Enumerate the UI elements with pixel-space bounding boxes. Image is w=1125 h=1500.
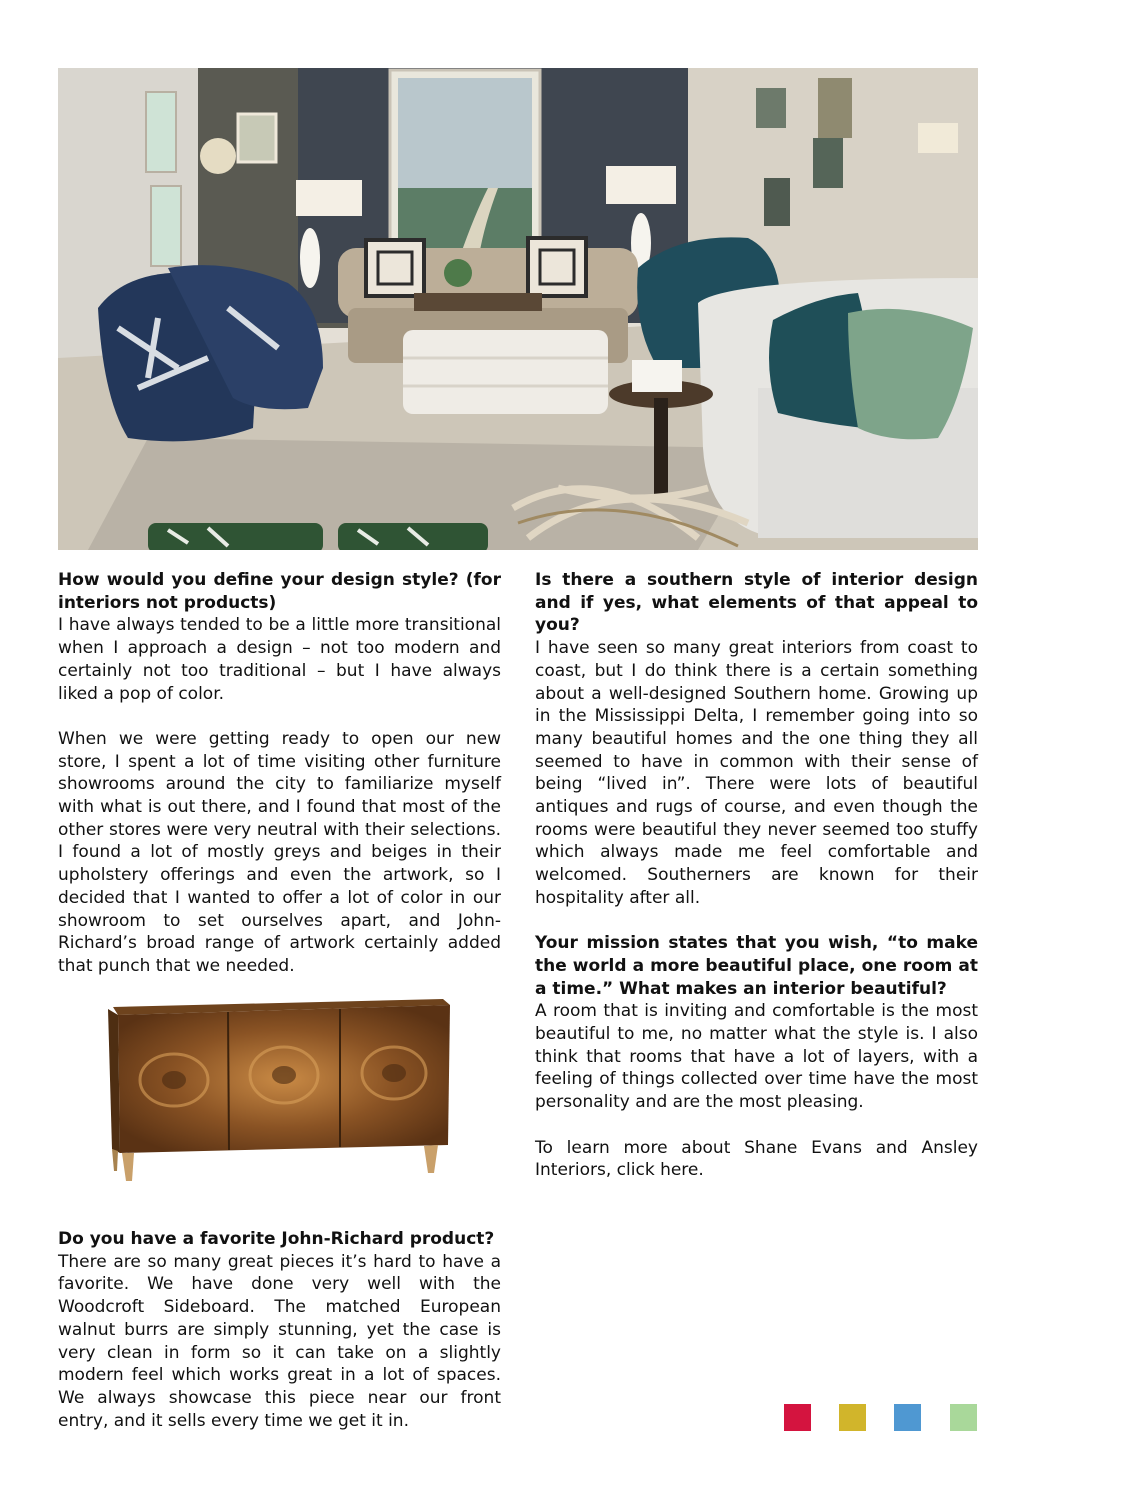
question-southern-style: Is there a southern style of interior design and if yes, what elements of that appeal to you? bbox=[535, 570, 978, 636]
swatch-mustard bbox=[839, 1404, 866, 1431]
swatch-red bbox=[784, 1404, 811, 1431]
favorite-product-section bbox=[58, 1228, 501, 1432]
swatch-blue bbox=[894, 1404, 921, 1431]
answer-favorite-product: There are so many great pieces it’s hard to have a favorite. We have done very well with the Woodcroft Sideboard. The matched European walnut burrs are simply stunning, yet the case is very clean in form so it can take on a slightly modern feel which works great in a lot of spaces. We always showcase this piece near our front entry, and it sells every time we get it in. bbox=[58, 1251, 501, 1431]
question-favorite-product: Do you have a favorite John-Richard product? bbox=[58, 1229, 495, 1249]
answer-mission: A room that is inviting and comfortable is the most beautiful to me, no matter what the style is. I also think that rooms that have a lot of layers, with a feeling of things collected over time have the most personality and are the most pleasing. bbox=[535, 1001, 978, 1113]
question-mission: Your mission states that you wish, “to make the world a more beautiful place, one room at a time.” What makes an interior beautiful? bbox=[535, 933, 978, 999]
hero-showroom-photo bbox=[58, 68, 978, 550]
woodcroft-sideboard-image bbox=[108, 995, 454, 1185]
question-design-style: How would you define your design style? (for interiors not products) bbox=[58, 570, 501, 613]
answer-southern-style: I have seen so many great interiors from coast to coast, but I do think there is a certain something about a well-designed Southern home. Growing up in the Mississippi Delta, I remember going into so many beautiful homes and the one thing they all seemed to have in common with their sense of being “lived in”. There were lots of beautiful antiques and rugs of course, and even though the rooms were beautiful they never seemed too stuffy which always made me feel comfortable and welcomed. Southerners are known for their hospitality after all. bbox=[535, 638, 978, 908]
answer-design-style-1: I have always tended to be a little more transitional when I approach a design – not too modern and certainly not too traditional – but I have always liked a pop of color. bbox=[58, 615, 501, 704]
answer-design-style-2: When we were getting ready to open our new store, I spent a lot of time visiting other furniture showrooms around the city to familiarize myself with what is out there, and I found that most of the other stores were very neutral with their selections. I found a lot of mostly greys and beiges in their upholstery offerings and even the artwork, so I decided that I wanted to offer a lot of color in our showroom to set ourselves apart, and John-Richard’s broad range of artwork certainly added that punch that we needed. bbox=[58, 728, 501, 976]
swatch-green bbox=[950, 1404, 977, 1431]
closing-link-text[interactable]: To learn more about Shane Evans and Ansley Interiors, click here. bbox=[535, 1137, 978, 1181]
left-column bbox=[58, 569, 501, 978]
right-column bbox=[535, 569, 978, 1182]
